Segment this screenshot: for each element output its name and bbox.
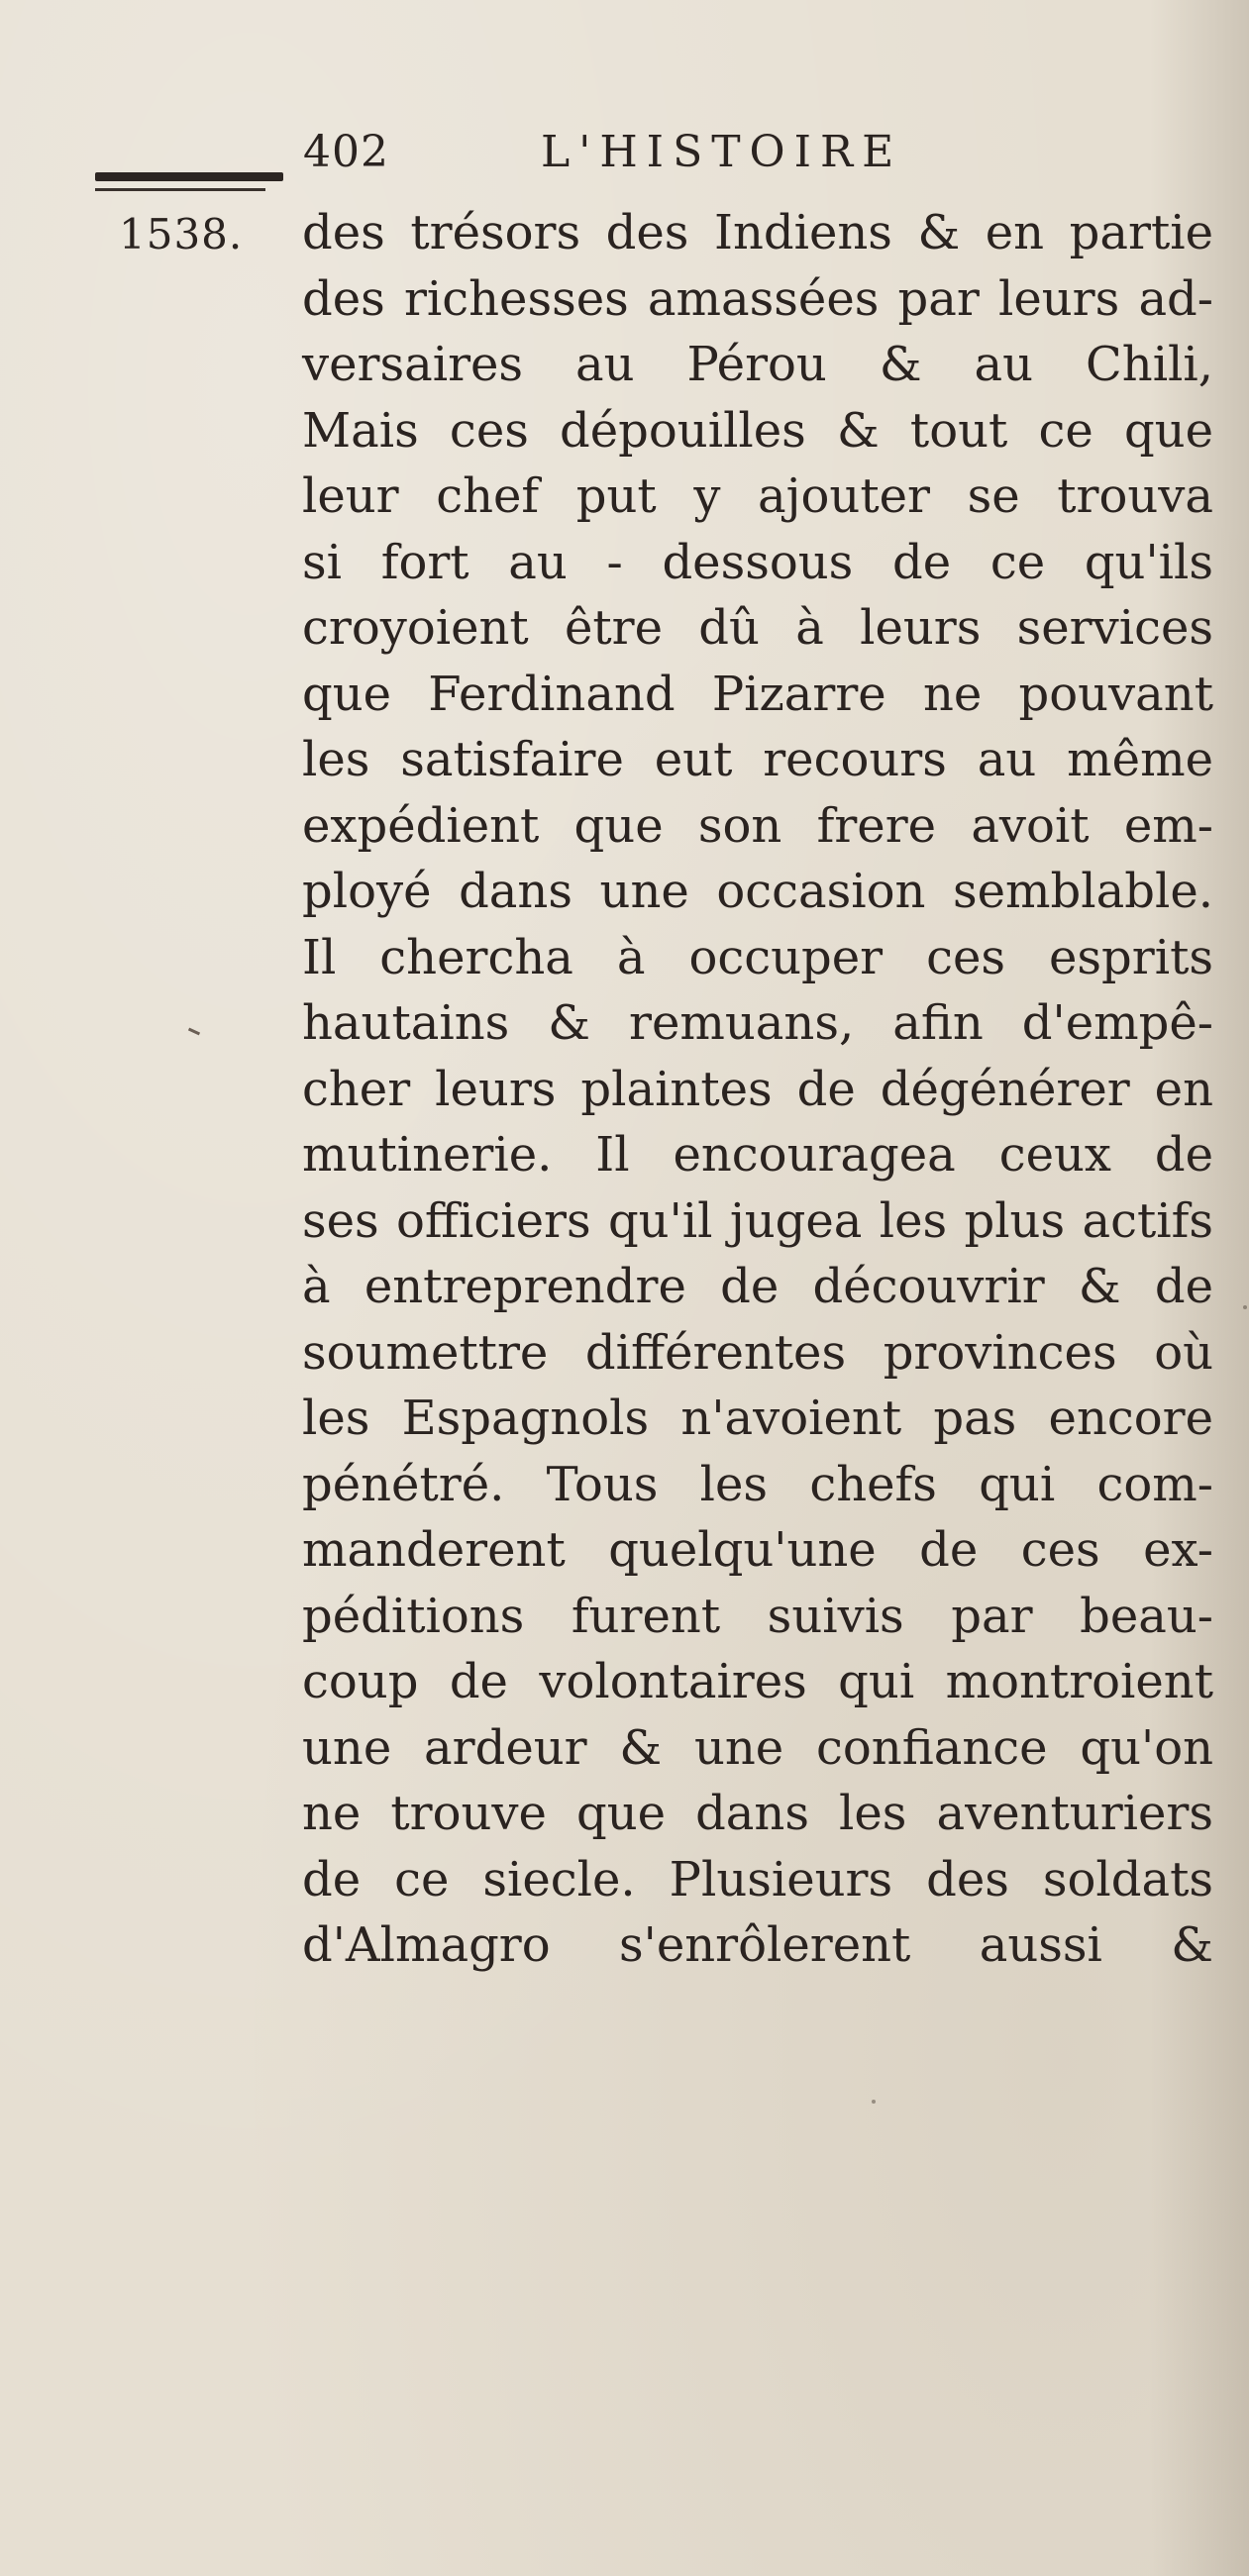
text-line: versaires au Pérou & au Chili, bbox=[302, 337, 1213, 392]
text-line: à entreprendre de découvrir & de bbox=[302, 1259, 1213, 1314]
text-line: hautains & remuans, afin d'empê- bbox=[302, 995, 1213, 1051]
text-line: si fort au - dessous de ce qu'ils bbox=[302, 534, 1213, 590]
text-line: les Espagnols n'avoient pas encore bbox=[302, 1391, 1213, 1446]
text-line: ne trouve que dans les aventuriers bbox=[302, 1786, 1213, 1841]
margin-stray-mark bbox=[188, 1028, 200, 1036]
page-number: 402 bbox=[303, 127, 389, 177]
text-line: ployé dans une occasion semblable. bbox=[302, 864, 1213, 919]
text-line: que Ferdinand Pizarre ne pouvant bbox=[302, 666, 1213, 722]
text-line: les satisfaire eut recours au même bbox=[302, 732, 1213, 787]
header-rule-thick bbox=[95, 172, 283, 181]
text-line: pénétré. Tous les chefs qui com- bbox=[302, 1456, 1213, 1512]
text-line: Il chercha à occuper ces esprits bbox=[302, 929, 1213, 985]
text-line: Mais ces dépouilles & tout ce que bbox=[302, 402, 1213, 459]
margin-year-note: 1538. bbox=[119, 210, 244, 258]
text-line: leur chef put y ajouter se trouva bbox=[302, 468, 1213, 524]
text-line: mutinerie. Il encouragea ceux de bbox=[302, 1127, 1213, 1183]
page-header bbox=[95, 117, 1204, 196]
text-line: péditions furent suivis par beau- bbox=[302, 1588, 1213, 1644]
running-title: L'HISTOIRE bbox=[541, 127, 903, 177]
text-line: d'Almagro s'enrôlerent aussi & bbox=[302, 1917, 1213, 1973]
text-line: de ce siecle. Plusieurs des soldats bbox=[302, 1851, 1213, 1907]
text-line: cher leurs plaintes de dégénérer en bbox=[302, 1061, 1213, 1117]
paper-speck bbox=[872, 2100, 876, 2104]
text-line: manderent quelqu'une de ces ex- bbox=[302, 1522, 1213, 1578]
text-line: des richesses amassées par leurs ad- bbox=[302, 270, 1213, 327]
text-line: des trésors des Indiens & en partie bbox=[302, 205, 1213, 260]
body-text bbox=[302, 200, 1213, 1979]
paper-speck bbox=[1243, 1305, 1247, 1309]
text-line: coup de volontaires qui montroient bbox=[302, 1654, 1213, 1709]
text-line: soumettre différentes provinces où bbox=[302, 1324, 1213, 1381]
text-line: expédient que son frere avoit em- bbox=[302, 797, 1213, 854]
text-line: une ardeur & une confiance qu'on bbox=[302, 1719, 1213, 1776]
text-line: ses officiers qu'il jugea les plus actifs bbox=[302, 1192, 1213, 1249]
header-rule-thin bbox=[95, 188, 265, 191]
text-line: croyoient être dû à leurs services bbox=[302, 600, 1213, 656]
